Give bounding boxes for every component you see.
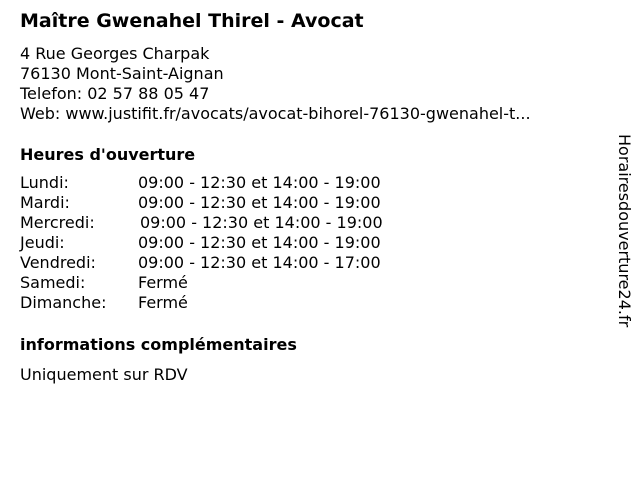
hours-day: Mardi:	[20, 193, 70, 212]
hours-day: Vendredi:	[20, 253, 96, 272]
hours-time: Fermé	[138, 293, 188, 312]
site-watermark: Horairesdouverture24.fr	[615, 134, 634, 328]
website-link[interactable]: Web: www.justifit.fr/avocats/avocat-bihorel-76130-gwenahel-t...	[20, 104, 531, 123]
hours-day: Samedi:	[20, 273, 86, 292]
hours-day: Lundi:	[20, 173, 69, 192]
address-city: 76130 Mont-Saint-Aignan	[20, 64, 224, 83]
hours-time: 09:00 - 12:30 et 14:00 - 19:00	[138, 173, 381, 192]
hours-time: Fermé	[138, 273, 188, 292]
hours-time: 09:00 - 12:30 et 14:00 - 17:00	[138, 253, 381, 272]
address-street: 4 Rue Georges Charpak	[20, 44, 210, 63]
additional-info-heading: informations complémentaires	[20, 335, 297, 354]
page-title: Maître Gwenahel Thirel - Avocat	[20, 10, 364, 32]
phone-number[interactable]: Telefon: 02 57 88 05 47	[20, 84, 210, 103]
hours-day: Mercredi:	[20, 213, 95, 232]
hours-day: Jeudi:	[20, 233, 65, 252]
hours-day: Dimanche:	[20, 293, 107, 312]
opening-hours-heading: Heures d'ouverture	[20, 145, 196, 164]
additional-info-note: Uniquement sur RDV	[20, 365, 188, 384]
hours-time: 09:00 - 12:30 et 14:00 - 19:00	[138, 233, 381, 252]
hours-time: 09:00 - 12:30 et 14:00 - 19:00	[140, 213, 383, 232]
hours-time: 09:00 - 12:30 et 14:00 - 19:00	[138, 193, 381, 212]
